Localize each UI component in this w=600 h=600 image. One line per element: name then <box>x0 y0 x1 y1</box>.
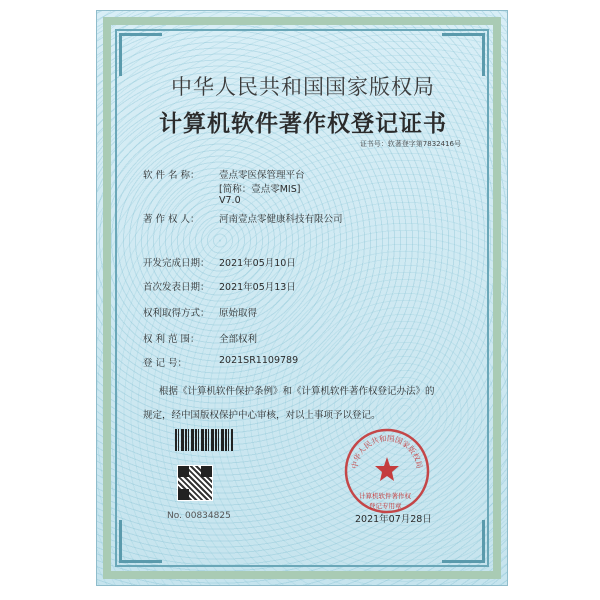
star-icon <box>375 457 399 481</box>
serial-number: 00834825 <box>185 511 231 521</box>
software-short-name: [简称：壹点零MIS] <box>219 184 301 195</box>
statement-line-1: 根据《计算机软件保护条例》和《计算机软件著作权登记办法》的 <box>159 386 435 397</box>
software-name: 壹点零医保管理平台 <box>219 170 305 181</box>
issue-date: 2021年07月28日 <box>355 514 432 525</box>
registration-number: 证书号：软著登字第7832416号 <box>359 140 461 148</box>
reg-number: 2021SR1109789 <box>219 355 299 366</box>
acquisition-method: 原始取得 <box>219 308 258 319</box>
statement-line-2: 规定，经中国版权保护中心审核，对以上事项予以登记。 <box>143 410 381 421</box>
software-version: V7.0 <box>219 195 241 206</box>
copyright-owner: 河南壹点零健康科技有限公司 <box>219 214 343 225</box>
publication-date: 2021年05月13日 <box>219 282 296 293</box>
publication-date-label: 首次发表日期： <box>143 282 210 293</box>
corner-ornament <box>119 520 162 563</box>
seal-subtitle-2: 登记专用章 <box>369 502 402 510</box>
certificate <box>96 10 508 586</box>
seal-subtitle-1: 计算机软件著作权 <box>359 492 411 500</box>
scope-label: 权 利 范 围： <box>143 334 200 345</box>
corner-ornament <box>119 33 162 76</box>
issuer-title: 中华人民共和国国家版权局 <box>171 75 435 99</box>
seal-arc-text: 中华人民共和国国家版权局 <box>349 433 425 470</box>
copyright-owner-label: 著 作 权 人： <box>143 214 200 225</box>
reg-number-label: 登 记 号： <box>143 358 188 369</box>
rights-scope: 全部权利 <box>219 334 258 345</box>
acquisition-label: 权利取得方式： <box>143 308 210 319</box>
qr-code <box>177 465 213 501</box>
certificate-title: 计算机软件著作权登记证书 <box>159 110 447 137</box>
barcode <box>175 429 233 451</box>
corner-ornament <box>442 520 485 563</box>
serial-label: No. <box>167 511 182 521</box>
corner-ornament <box>442 33 485 76</box>
software-name-label: 软 件 名 称： <box>143 170 200 181</box>
development-date-label: 开发完成日期： <box>143 258 210 269</box>
development-date: 2021年05月10日 <box>219 258 296 269</box>
